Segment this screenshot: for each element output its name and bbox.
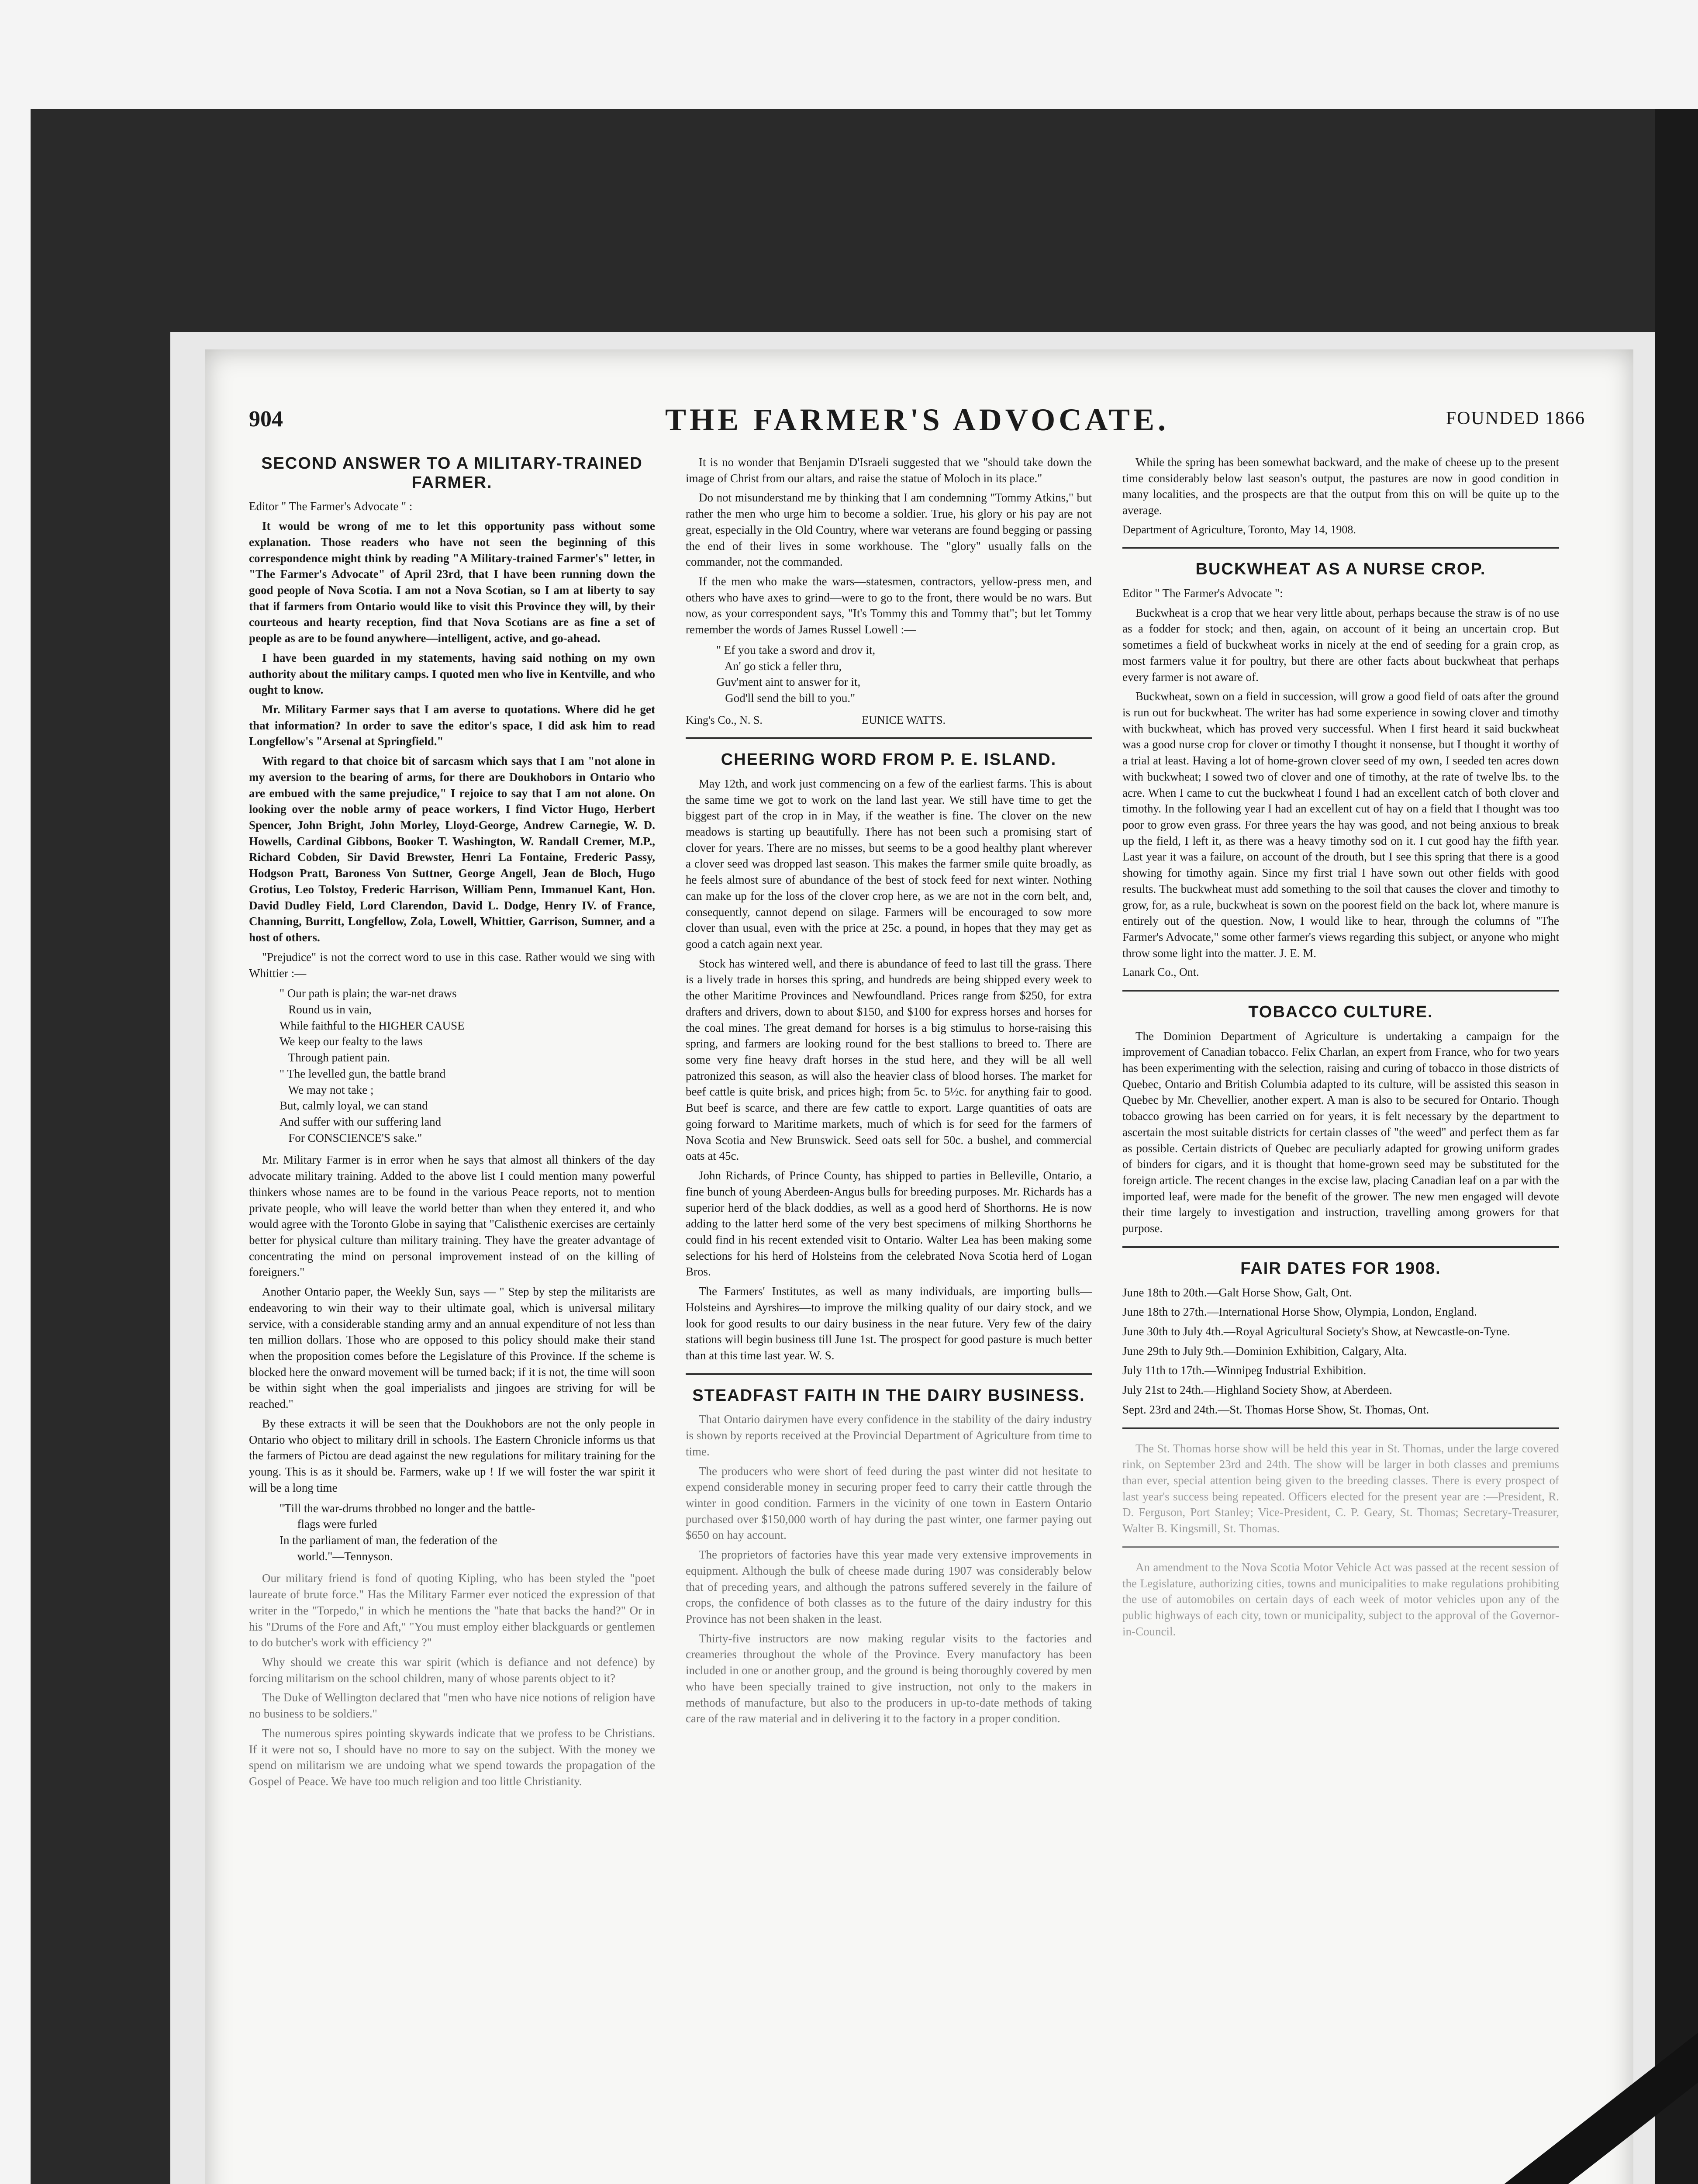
page-header [249,402,1585,441]
section-divider [1122,990,1559,992]
poem-whittier [280,985,655,1146]
poem-line: " The levelled gun, the battle brand [280,1067,446,1080]
poem-lowell [716,642,1092,706]
editor-salutation: Editor " The Farmer's Advocate " : [249,500,413,513]
paragraph: I have been guarded in my statements, having said nothing on my own authority about the military camps. I quoted men who live in Kentville, and who ought to know. [249,651,655,697]
paragraph: The Duke of Wellington declared that "men who have nice notions of religion have no business to be soldiers." [249,1691,655,1721]
fair-date: July 11th to 17th.—Winnipeg Industrial Exhibition. [1122,1364,1367,1377]
section-divider [1122,547,1559,549]
signature: Department of Agriculture, Toronto, May 14, 1908. [1122,523,1356,536]
paragraph: Stock has wintered well, and there is abundance of feed to last till the grass. There is a lively trade in horses this spring, and hundreds are being shipped every week to the other Maritime Provinces and Newfoundland. Prices range from $250, for extra drafters and drivers, down to about $150, and $100 for express horses and horses for the coal mines. The great demand for horses is a big stimulus to horse-raising this spring, and farmers are looking round for the best stallions to breed to. There are some very fine heavy draft horses in the stud here, and they will be all well patronized this season, as will also the heavier class of blood horses. The market for beef cattle is quite brisk, and prices high; from 5c. to 5½c. for anything fair to good. But beef is scarce, and there are few cattle to export. Large quantities of oats are going forward to Maritime markets, much of which is for seed for the farmers of Nova Scotia and New Brunswick. Seed oats sell for 50c. a bushel, and commercial oats at 45c. [686,957,1092,1163]
paragraph: By these extracts it will be seen that the Doukhobors are not the only people in Ontario who object to military drill in schools. The Eastern Chronicle informs us that the farmers of Pictou are dead against the new regulations for military training for the young. This is as it should be. Farmers, wake up ! If we will foster the war spirit it will be a long time [249,1417,655,1494]
article-title: BUCKWHEAT AS A NURSE CROP. [1195,560,1486,579]
paragraph: Why should we create this war spirit (which is defiance and not defence) by forcing militarism on the school children, many of whose parents object to it? [249,1655,655,1685]
poem-line: Through patient pain. [280,1051,390,1064]
paragraph: The Farmers' Institutes, as well as many individuals, are importing bulls—Holsteins and Ayrshires—to improve the milking quality of our dairy stock, and we look for good results to our dairy business in the near future. Very few of the dairy stations will begin business till June 1st. The prospect for good pasture is much better than at this time last year. W. S. [686,1285,1092,1362]
paragraph: It would be wrong of me to let this opportunity pass without some explanation. Those readers who have not seen the beginning of this correspondence might think by reading "A Military-trained Farmer's" letter, in "The Farmer's Advocate" of April 23rd, that I have been running down the good people of Nova Scotia. I am not a Nova Scotian, so I am at liberty to say that if farmers from Ontario would like to visit this Province they will, by their courteous and hearty reception, find that Nova Scotians are as fine a set of people as are to be found anywhere—intelligent, active, and go-ahead. [249,519,655,645]
poem-line: Guv'ment aint to answer for it, [716,675,861,689]
paragraph: Our military friend is fond of quoting Kipling, who has been styled the "poet laureate of brute force." Has the Military Farmer ever noticed the expression of that writer in the "Torpedo," in which he mentions the "hate that backs the hand?" Or in his "Drums of the Fore and Aft," "You must employ either blackguards or gentlemen to do butcher's work with efficiency ?" [249,1572,655,1649]
paragraph: The producers who were short of feed during the past winter did not hesitate to expend considerable money in securing proper feed to carry their cattle through the winter in good condition. Farmers in the vicinity of one town in Eastern Ontario purchased over $150,000 worth of hay during the past winter, one farmer paying out $650 on hay account. [686,1464,1092,1542]
fair-date: June 30th to July 4th.—Royal Agricultural Society's Show, at Newcastle-on-Tyne. [1122,1324,1510,1338]
paragraph: Thirty-five instructors are now making regular visits to the factories and creameries throughout the whole of the Province. Every manufactory has been included in one or another group, and the ground is being thoroughly covered by men who have been specially trained to give instruction, not only to the makers in methods of manufacture, but also to the producers in up-to-date methods of taking care of the raw material and in delivering it to the factory in a proper condition. [686,1631,1092,1725]
paragraph: That Ontario dairymen have every confidence in the stability of the dairy industry is shown by reports received at the Provincial Department of Agriculture from time to time. [686,1413,1092,1458]
paragraph: Buckwheat, sown on a field in succession, will grow a good field of oats after the ground is run out for buckwheat. The writer has had some experience in sowing clover and timothy with buckwheat, which has proved very successful. When I first heard it said buckwheat was a good nurse crop for clover or timothy I thought it nonsense, but I thought it worthy of a trial at least. Having a lot of home-grown clover seed of my own, I seeded ten acres down with buckwheat; I sowed two of clover and one of timothy, at the rate of twelve lbs. to the acre. When I came to cut the buckwheat I found I had an excellent catch of both clover and timothy. In the following year I had an excellent cut of hay on a field that I thought was too poor to grow even grass. For three years the hay was good, and not being anxious to break up the field, I left it, as there was a heavy timothy sod on it. I cut good hay the fifth year. Last year it was a failure, on account of the drouth, but I see this spring that there is a good showing for timothy again. Since my first trial I have sown out other fields with good results. The buckwheat must add something to the soil that causes the clover and timothy to grow, for, as a rule, buckwheat is sown on the poorest field on the back lot, where manure is entirely out of the question. Now, I would like to hear, through the columns of "The Farmer's Advocate," some other farmer's views regarding this subject, or anyone who might throw some light into the matter. J. E. M. [1122,690,1559,960]
poem-line: While faithful to the HIGHER CAUSE [280,1019,465,1032]
poem-line: And suffer with our suffering land [280,1115,442,1128]
newspaper-page [205,349,1633,2184]
article-title: SECOND ANSWER TO A MILITARY-TRAINED FARMER. [261,454,643,492]
paragraph: An amendment to the Nova Scotia Motor Vehicle Act was passed at the recent session of the Legislature, authorizing cities, towns and municipalities to make regulations prohibiting the use of automobiles on certain days of each week of motor vehicles upon any of the public highways of each city, town or municipality, subject to the approval of the Governor-in-Council. [1122,1560,1559,1638]
paragraph: Mr. Military Farmer is in error when he says that almost all thinkers of the day advocate military training. Added to the above list I could mention many powerful thinkers whose names are to be found in the various Peace reports, not to mention private people, who will leave the world better than when they entered it, and who would agree with the Toronto Globe in saying that "Calisthenic exercises are certainly better for physical culture than military training. They have the greater advantage of concentrating the mind on personal improvement instead of on the killing of foreigners." [249,1153,655,1279]
column-2 [686,454,1092,1730]
paragraph: Another Ontario paper, the Weekly Sun, says — " Step by step the militarists are endeavoring to win their way to their ultimate goal, which is universal military service, with a considerable standing army and an annual expenditure of not less than ten million dollars. Those who are opposed to this policy should make their stand when the proposition comes before the Legislature of this Province. If the scheme is blocked here the onward movement will be turned back; if it is not, the time will soon be within sight when the goal imperialists and jingoes are striving for will be reached." [249,1285,655,1411]
faded-text-block [1122,1441,1559,1640]
page-number: 904 [249,407,283,432]
paragraph: Do not misunderstand me by thinking that I am condemning "Tommy Atkins," but rather the men who urge him to become a soldier. True, his glory or his pay are not great, especially in the Old Country, where war veterans are found begging or passing the end of their lives in some workhouse. The "glory" usually falls on the commander, not the commanded. [686,491,1092,569]
paragraph: It is no wonder that Benjamin D'Israeli suggested that we "should take down the image of Christ from our altars, and raise the statue of Moloch in its place." [686,456,1092,485]
editor-salutation: Editor " The Farmer's Advocate ": [1122,586,1283,600]
poem-line: " Ef you take a sword and drov it, [716,643,876,657]
section-divider [686,1373,1092,1375]
article-title: FAIR DATES FOR 1908. [1240,1259,1441,1278]
quote-tennyson [280,1500,655,1565]
section-divider [1122,1546,1559,1548]
poem-line: But, calmly loyal, we can stand [280,1099,428,1113]
fair-date: Sept. 23rd and 24th.—St. Thomas Horse Show, St. Thomas, Ont. [1122,1403,1429,1416]
paragraph: The proprietors of factories have this year made very extensive improvements in equipment. Although the bulk of cheese made during 1907 was considerably below that of preceding years, and although the patrons suffered severely in the failure of crops, the confidence of both classes as to the future of the dairy industry for this Province has not been shaken in the least. [686,1548,1092,1626]
signature: King's Co., N. S. EUNICE WATTS. [686,713,946,726]
paragraph: The Dominion Department of Agriculture is undertaking a campaign for the improvement of Canadian tobacco. Felix Charlan, an expert from France, who for two years has been experimenting with the selection, raising and curing of tobacco in those districts of Quebec, Ontario and British Columbia adapted to its culture, will be assisted this season in Quebec by Mr. Chevellier, another expert. A man is also to be secured for Ontario. Though tobacco growing has been carried on for years, it is felt necessary by the department to ascertain the most suitable districts for certain classes of "the weed" and perfect them as far as possible. Certain districts of Quebec are peculiarly adapted for growing uniform grades of binders for cigars, and it is thought that home-grown seed may be substituted for the foreign article. The recent changes in the excise law, placing Canadian leaf on a par with the imported leaf, were made for the benefit of the grower. The new men engaged will devote their time largely to investigation and instruction, travelling among growers for that purpose. [1122,1029,1559,1235]
paragraph: Buckwheat is a crop that we hear very little about, perhaps because the straw is of no use as a fodder for stock; and then, again, on account of it being an uncertain crop. But sometimes a field of buckwheat works in nicely at the end of seeding for a grain crop, as most farmers value it for poultry, but there are other facts about buckwheat that perhaps every farmer is not aware of. [1122,606,1559,684]
quote-line: flags were furled [280,1517,377,1531]
article-title: TOBACCO CULTURE. [1248,1002,1433,1021]
scan-margin-left [0,109,31,2184]
fair-date: June 29th to July 9th.—Dominion Exhibition, Calgary, Alta. [1122,1344,1407,1358]
paragraph: The St. Thomas horse show will be held this year in St. Thomas, under the large covered rink, on September 23rd and 24th. The show will be larger in both classes and premiums than ever, special attention being given to the breeding classes. There is every prospect of last year's success being repeated. Officers elected for the present year are :—President, R. D. Ferguson, Port Stanley; Vice-President, C. P. Geary, St. Thomas; Secretary-Treasurer, Walter B. Kingsmill, St. Thomas. [1122,1441,1559,1535]
paragraph: While the spring has been somewhat backward, and the make of cheese up to the present time considerably below last season's output, the pastures are now in good condition in many localities, and the prospects are that the output from this on will be quite up to the average. [1122,456,1559,517]
quote-line: In the parliament of man, the federation of the [280,1533,497,1547]
scan-margin-top [0,0,1698,109]
paragraph: John Richards, of Prince County, has shipped to parties in Belleville, Ontario, a fine bunch of young Aberdeen-Angus bulls for breeding purposes. Mr. Richards has a superior herd of the black doddies, as well as a good herd of Shorthorns. He is now adding to the latter herd some of the very best specimens of milking Shorthorns he could find in his recent extended visit to Ontario. Walter Lea has been making some selections for his herd of Holsteins from the celebrated Nova Scotia herd of Logan Bros. [686,1169,1092,1279]
section-divider [1122,1246,1559,1248]
column-3 [1122,454,1559,1643]
column-1 [249,454,655,1793]
article-title: CHEERING WORD FROM P. E. ISLAND. [721,750,1057,769]
section-divider [686,737,1092,739]
quote-line: "Till the war-drums throbbed no longer and the battle- [280,1501,535,1515]
poem-line: We keep our fealty to the laws [280,1035,423,1048]
adjacent-page-edge [1655,109,1698,2184]
section-divider [1122,1427,1559,1429]
poem-line: We may not take ; [280,1083,374,1096]
poem-line: An' go stick a feller thru, [716,659,842,673]
poem-line: For CONSCIENCE'S sake." [280,1131,422,1144]
faded-text-block [249,1570,655,1789]
paragraph: If the men who make the wars—statesmen, contractors, yellow-press men, and others who have axes to grind—were to go to the front, there would be no wars. But now, as your correspondent says, "It's Tommy this and Tommy that"; but let Tommy remember the words of James Russel Lowell :— [686,575,1092,636]
paragraph: With regard to that choice bit of sarcasm which says that I am "not alone in my aversion to the bearing of arms, for there are Doukhobors in Ontario who are embued with the same prejudice," I rejoice to say that I am not alone. On looking over the noble army of peace workers, I find Victor Hugo, Herbert Spencer, John Bright, John Morley, Lloyd-George, Andrew Carnegie, W. D. Howells, Cardinal Gibbons, Booker T. Washington, W. Randall Cremer, M.P., Richard Cobden, Sir David Brewster, Henri La Fontaine, Frederic Passy, Hodgson Pratt, Baroness Von Suttner, George Angell, Jean de Bloch, Hugo Grotius, Leo Tolstoy, Frederic Harrison, William Penn, Immanuel Kant, Hon. David Dudley Field, Lord Clarendon, David L. Dodge, Henry IV. of France, Channing, Burritt, Longfellow, Zola, Lowell, Whittier, Garrison, Sumner, and a host of others. [249,754,655,944]
fair-date: June 18th to 27th.—International Horse Show, Olympia, London, England. [1122,1305,1477,1319]
poem-line: Round us in vain, [280,1002,372,1016]
paragraph: "Prejudice" is not the correct word to use in this case. Rather would we sing with Whittier :— [249,950,655,980]
poem-line: " Our path is plain; the war-net draws [280,987,457,1000]
fair-date: July 21st to 24th.—Highland Society Show, at Aberdeen. [1122,1383,1392,1397]
founded-note: FOUNDED 1866 [1446,408,1585,429]
signature: Lanark Co., Ont. [1122,966,1199,979]
article-title: STEADFAST FAITH IN THE DAIRY BUSINESS. [692,1386,1085,1405]
paragraph: The numerous spires pointing skywards indicate that we profess to be Christians. If it were not so, I should have no more to say on the subject. With the money we spend on militarism we are undoing what we spend towards the propagation of the Gospel of Peace. We have too much religion and too little Christianity. [249,1726,655,1788]
faded-text-block [686,1411,1092,1727]
fair-date: June 18th to 20th.—Galt Horse Show, Galt, Ont. [1122,1286,1352,1299]
poem-line: God'll send the bill to you." [716,691,856,705]
masthead: THE FARMER'S ADVOCATE. [665,402,1169,437]
paragraph: Mr. Military Farmer says that I am averse to quotations. Where did he get that information? In order to save the editor's space, I did ask him to read Longfellow's "Arsenal at Springfield." [249,703,655,748]
paragraph: May 12th, and work just commencing on a few of the earliest farms. This is about the same time we got to work on the land last year. We still have time to get the biggest part of the crop in in May, if the weather is fine. The clover on the new meadows is starting up beautifully. There has not been such a promising start of clover for years. There are no misses, but seems to be a good healthy plant wherever a clover seed was dropped last season. This makes the farmer smile quite broadly, as he feels almost sure of abundance of the best of stock feed for next winter. Nothing can make up for the loss of the clover crop here, as we are not in the corn belt, and, consequently, cannot depend on silage. Farmers will be encouraged to sow more clover than usual, even with the price at 25c. a pound, in hopes that they may get as good a catch again next year. [686,777,1092,951]
quote-line: world."—Tennyson. [280,1549,393,1563]
